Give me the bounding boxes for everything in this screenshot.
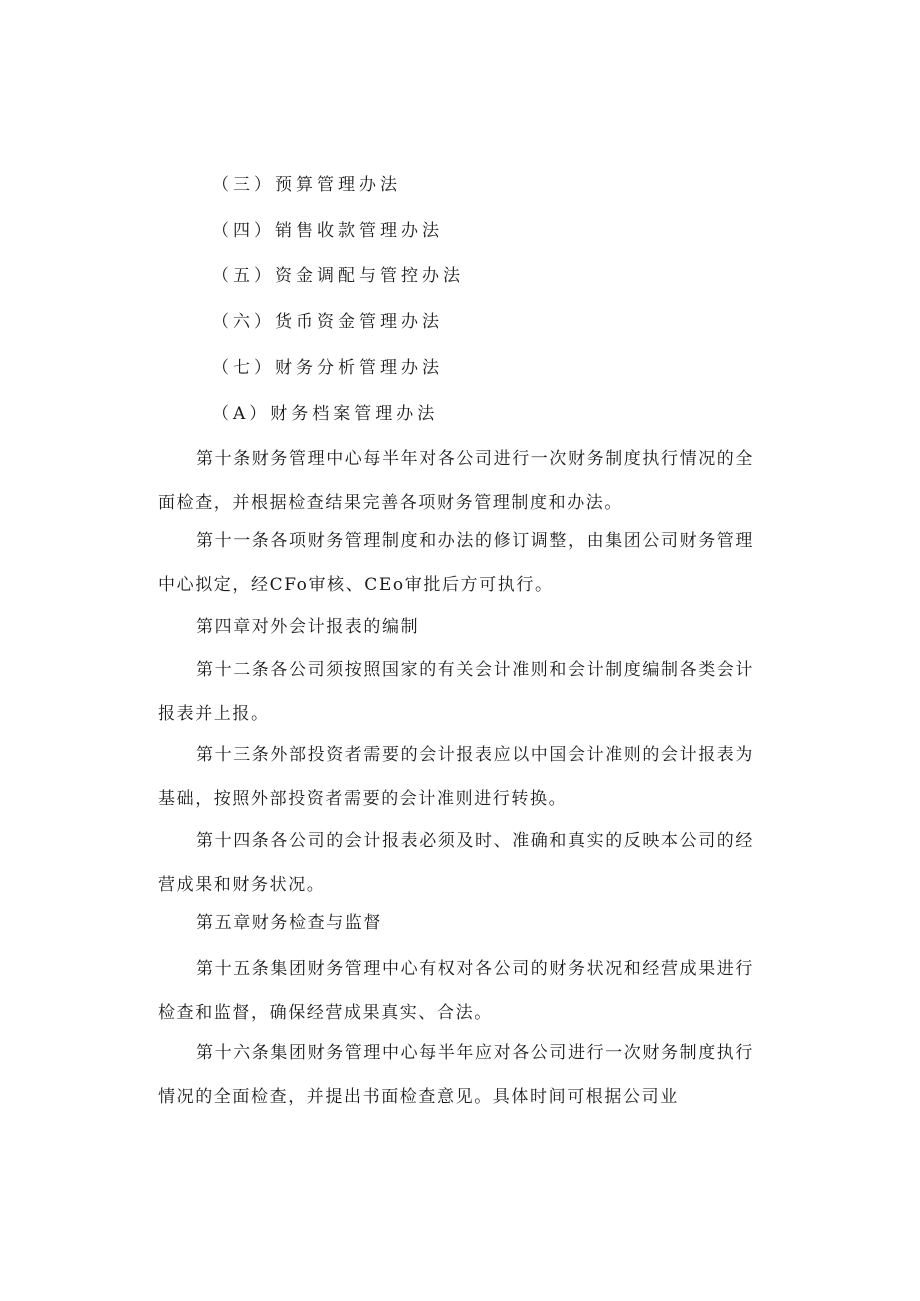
- article-12-paragraph: 第十二条各公司须按照国家的有关会计准则和会计制度编制各类会计报表并上报。: [158, 660, 754, 724]
- article-13-paragraph: 第十三条外部投资者需要的会计报表应以中国会计准则的会计报表为基础，按照外部投资者需要的会计准则进行转换。: [158, 745, 754, 809]
- article-15-paragraph: 第十五条集团财务管理中心有权对各公司的财务状况和经营成果进行检查和监督，确保经营成果真实、合法。: [158, 959, 754, 1023]
- article-16-paragraph: 第十六条集团财务管理中心每半年应对各公司进行一次财务制度执行情况的全面检查，并提出书面检查意见。具体时间可根据公司业: [158, 1043, 754, 1107]
- article-11-paragraph: 第十一条各项财务管理制度和办法的修订调整，由集团公司财务管理中心拟定，经CFo审核、CEo审批后方可执行。: [158, 531, 754, 595]
- chapter-4-heading: 第四章对外会计报表的编制: [196, 617, 420, 637]
- list-item-financial-analysis: （七）财务分析管理办法: [212, 358, 443, 378]
- article-14-paragraph: 第十四条各公司的会计报表必须及时、准确和真实的反映本公司的经营成果和财务状况。: [158, 831, 754, 895]
- list-item-monetary-funds: （六）货币资金管理办法: [212, 312, 443, 332]
- list-item-financial-archives: （A）财务档案管理办法: [212, 404, 439, 424]
- list-item-sales-collection: （四）销售收款管理办法: [212, 221, 443, 241]
- list-item-budget: （三）预算管理办法: [212, 175, 401, 195]
- article-10-paragraph: 第十条财务管理中心每半年对各公司进行一次财务制度执行情况的全面检查，并根据检查结果完善各项财务管理制度和办法。: [158, 449, 754, 513]
- list-item-fund-allocation: （五）资金调配与管控办法: [212, 266, 464, 286]
- chapter-5-heading: 第五章财务检查与监督: [196, 913, 382, 933]
